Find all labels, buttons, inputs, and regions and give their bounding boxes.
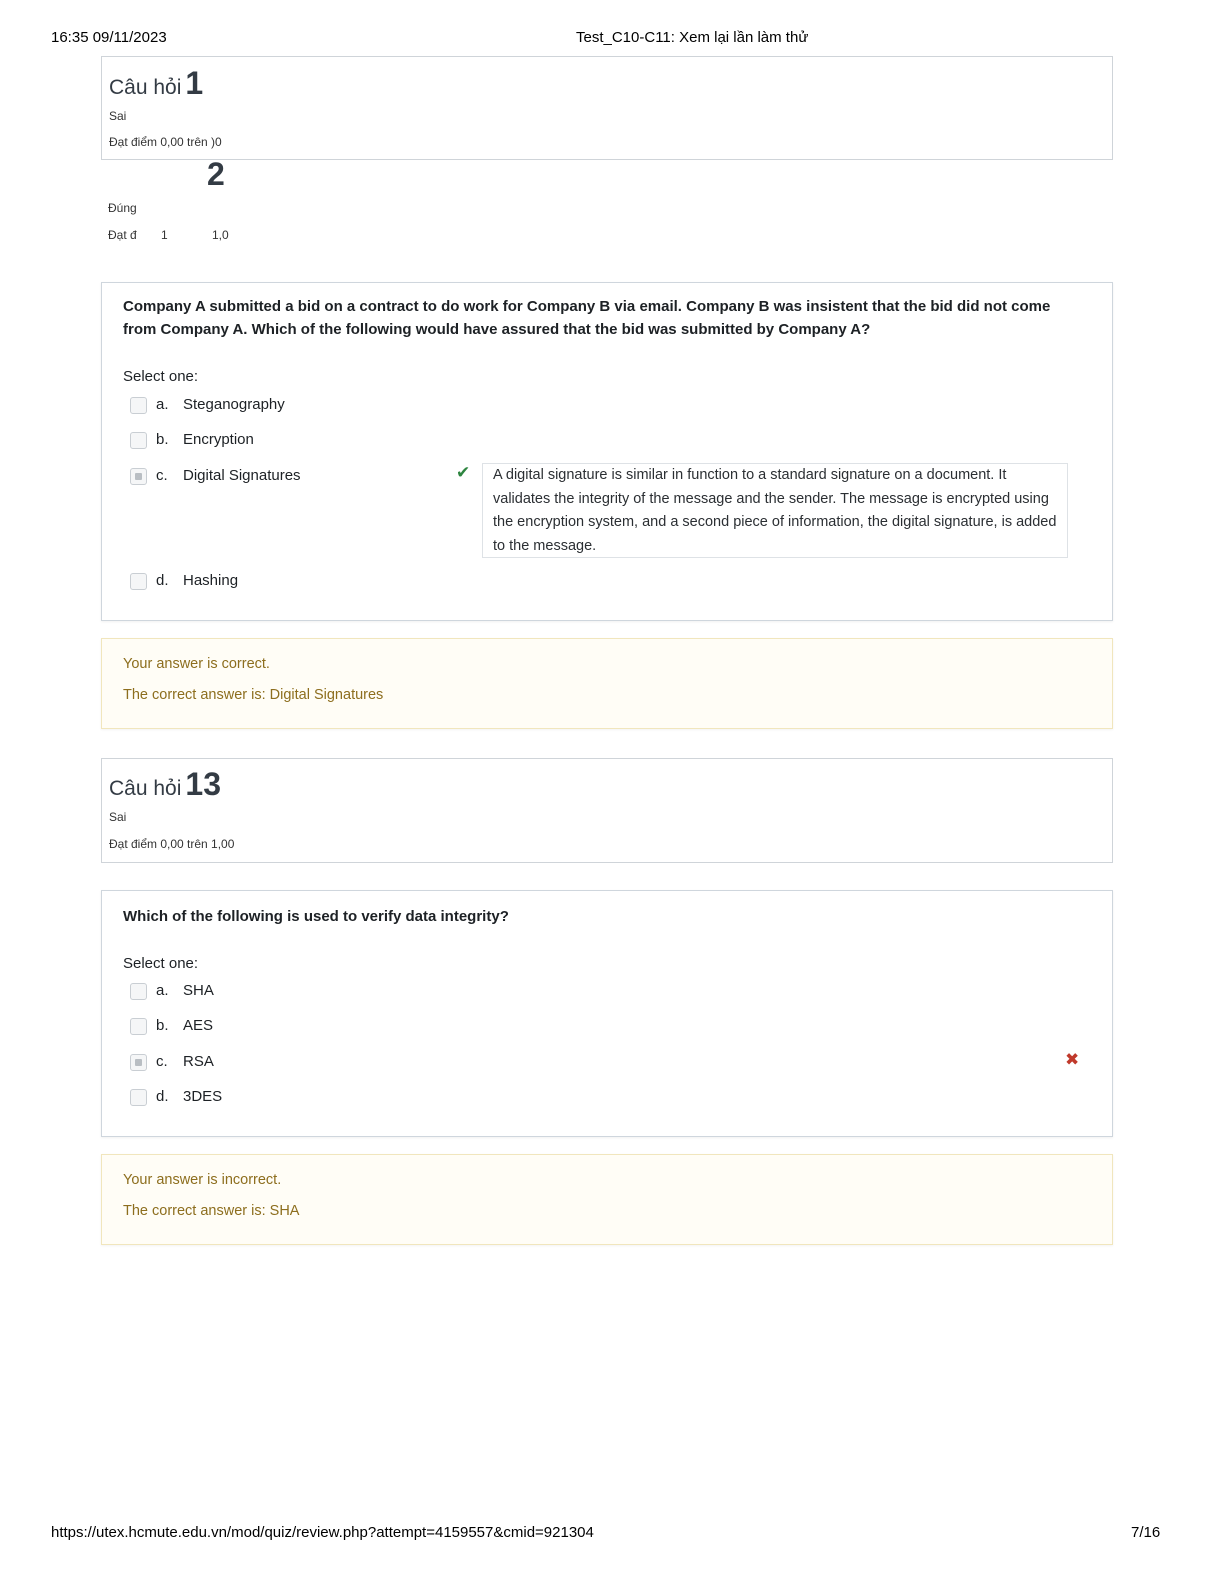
radio-option-a[interactable] (130, 397, 147, 414)
outcome-message: Your answer is incorrect. (123, 1172, 282, 1188)
question-13-outcome (101, 1154, 1113, 1245)
option-letter: d. (156, 1088, 169, 1105)
radio-option-a[interactable] (130, 983, 147, 1000)
cross-icon: ✖ (1065, 1050, 1080, 1069)
option-text: Steganography (183, 396, 285, 413)
option-letter: c. (156, 467, 168, 484)
print-page-title: Test_C10-C11: Xem lại lần làm thử (576, 29, 809, 46)
question-13-formulation (101, 890, 1113, 1137)
question-2-grade-prefix: Đạt đ (108, 228, 137, 242)
option-letter: a. (156, 396, 169, 413)
question-12-text: Company A submitted a bid on a contract to do work for Company B via email. Company B was insistent that the bid did not come from Company A. Which of the following would have assured that the bid was submitted by Company A? (123, 298, 1051, 338)
option-letter: c. (156, 1053, 168, 1070)
question-title-label: Câu hỏi (109, 777, 182, 800)
option-letter: d. (156, 572, 169, 589)
question-1-info (101, 56, 1113, 160)
question-2-state: Đúng (108, 201, 137, 215)
option-letter: b. (156, 431, 169, 448)
question-13-state: Sai (109, 810, 127, 824)
option-letter: a. (156, 982, 169, 999)
question-2-number: 2 (207, 156, 225, 192)
option-text: Encryption (183, 431, 254, 448)
outcome-message: Your answer is correct. (123, 656, 270, 672)
question-12-formulation (101, 282, 1113, 621)
radio-option-c[interactable] (130, 468, 147, 485)
question-2-grade-mid: 1 (161, 228, 168, 242)
question-1-grade: Đạt điểm 0,00 trên )0 (109, 135, 222, 149)
question-1-title (109, 65, 203, 102)
print-datetime: 16:35 09/11/2023 (51, 29, 167, 46)
check-icon: ✔ (456, 463, 471, 482)
right-answer: The correct answer is: Digital Signatures (123, 687, 384, 703)
question-13-info (101, 758, 1113, 863)
specific-feedback: A digital signature is similar in function to a standard signature on a document. It validates the integrity of the message and the sender. The message is encrypted using the encryption system, and a second piece of information, the digital signature, is added to the message. (482, 463, 1068, 558)
question-number: 1 (185, 65, 204, 101)
option-text: Hashing (183, 572, 239, 589)
print-url: https://utex.hcmute.edu.vn/mod/quiz/review.php?attempt=4159557&cmid=921304 (51, 1524, 594, 1541)
question-12-outcome (101, 638, 1113, 729)
question-13-grade: Đạt điểm 0,00 trên 1,00 (109, 837, 235, 851)
question-13-text: Which of the following is used to verify data integrity? (123, 908, 509, 925)
radio-option-b[interactable] (130, 1018, 147, 1035)
question-1-state: Sai (109, 109, 127, 123)
radio-option-b[interactable] (130, 432, 147, 449)
option-text: 3DES (183, 1088, 223, 1105)
option-text: Digital Signatures (183, 467, 301, 484)
question-title-label: Câu hỏi (109, 76, 182, 99)
question-number: 13 (185, 766, 221, 802)
question-2-grade-end: 1,0 (212, 228, 229, 242)
option-text: RSA (183, 1053, 214, 1070)
radio-option-c[interactable] (130, 1054, 147, 1071)
option-text: AES (183, 1017, 214, 1034)
option-letter: b. (156, 1017, 169, 1034)
radio-option-d[interactable] (130, 573, 147, 590)
option-text: SHA (183, 982, 214, 999)
print-page-number: 7/16 (1131, 1524, 1161, 1541)
right-answer: The correct answer is: SHA (123, 1203, 300, 1219)
radio-option-d[interactable] (130, 1089, 147, 1106)
select-one-prompt: Select one: (123, 368, 199, 385)
question-13-title (109, 766, 221, 803)
select-one-prompt: Select one: (123, 955, 199, 972)
